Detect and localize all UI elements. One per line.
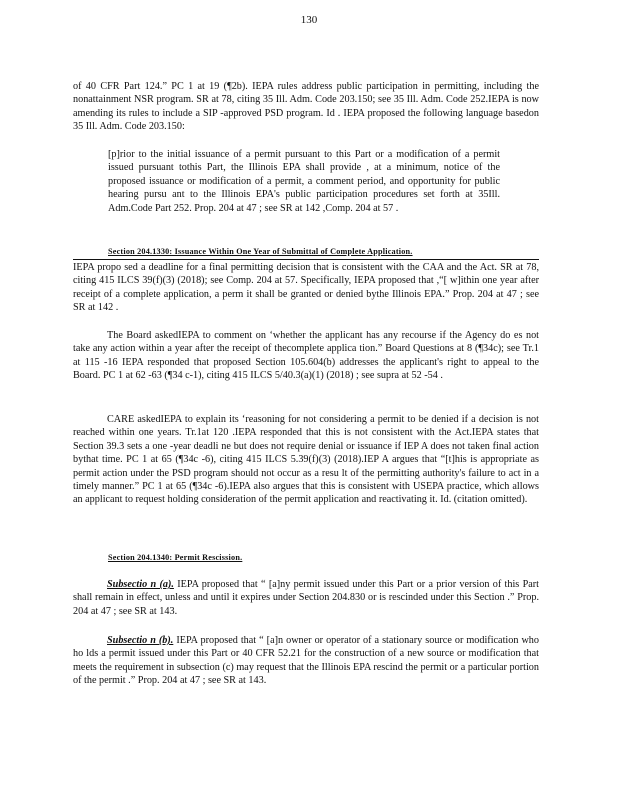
block-quote-public-notice: [p]rior to the initial issuance of a permit pursuant to this Part or a modification of a permit issued pursuant tothis Part, the Illinois EPA shall provide , at a minimum, notice of the proposed issuance or modification of a permit, a comment period, and opportunity for public hearing pursu ant to the Illinois EPA's public participation procedures set forth at 35Ill. Adm.Code Part 252. Prop. 204 at 47 ; see SR at 142 ,Comp. 204 at 57 . <box>108 149 500 214</box>
section-heading-rule <box>73 259 539 260</box>
paragraph-care-question: CARE askedIEPA to explain its ‘reasoning for not considering a permit to be denied if a decision is not reached within one years. Tr.1at 120 .IEPA responded that this is not consistent with the Act.IEPA states that Section 39.3 sets a one -year deadli ne but does not require denial or issuance if IEP A does not taken final action bythat time. PC 1 at 65 (¶34c -6), citing 415 ILCS 5.39(f)(3) (2018).IEP A argues that “[t]his is appropriate as permit action under the PSD program should not occur as a resu lt of the permitting authority's failure to act in a timely manner.” PC 1 at 65 (¶34c -6).IEPA also argues that this is consistent with USEPA practice, which allows an applicant to request holding consideration of the permit application and reactivating it. Id. (citation omitted). <box>73 414 539 506</box>
paragraph-board-question: The Board askedIEPA to comment on ‘whether the applicant has any recourse if the Agency do es not take any action within a year after the receipt of thecomplete applica tion.” Board Questions at 8 (¶34c); see Tr.1 at 115 -16 IEPA responded that proposed Section 105.604(b) addresses the applicant's right to appeal to the Board. PC 1 at 62 -63 (¶34 c-1), citing 415 ILCS 5/40.3(a)(1) (2018) ; see supra at 52 -54 . <box>73 330 539 382</box>
paragraph-deadline: IEPA propo sed a deadline for a final permitting decision that is consistent with the CAA and the Act. SR at 78, citing 415 ILCS 39(f)(3) (2018); see Comp. 204 at 57. Specifically, IEPA proposed that ,“[ w]ithin one year after receipt of a complete application, a perm it shall be granted or denied bythe Illinois EPA.” Prop. 204 at 47 ; see SR at 142 . <box>73 262 539 314</box>
paragraph-public-participation: of 40 CFR Part 124.” PC 1 at 19 (¶2b). IEPA rules address public participation in permitting, including the nonattainment NSR program. SR at 78, citing 35 Ill. Adm. Code 203.150; see 35 Ill. Adm. Code 252.IEPA is now amending its rules to include a SIP -approved PSD program. Id . IEPA proposed the following language basedon 35 Ill. Adm. Code 203.150: <box>73 81 539 133</box>
paragraph-subsection-b <box>73 634 539 688</box>
subsection-a-label: Subsectio n (a). <box>107 579 174 590</box>
paragraph-subsection-a <box>73 578 539 618</box>
page-number: 130 <box>300 14 318 26</box>
section-heading-204-1340: Section 204.1340: Permit Rescission. <box>108 553 243 562</box>
subsection-b-text: IEPA proposed that “ [a]n owner or operator of a stationary source or modification who ho lds a permit issued under this Part or 40 CFR 52.21 for the construction of a new source or modification that meets the requirement in subsection (c) may request that the Illinois EPA rescind the permit or a particular portion of the permit .” Prop. 204 at 47 ; see SR at 143. <box>73 635 539 687</box>
subsection-a-text: IEPA proposed that “ [a]ny permit issued under this Part or a prior version of this Part shall remain in effect, unless and until it expires under Section 204.830 or is rescinded under this Section .” Prop. 204 at 47 ; see SR at 143. <box>73 579 540 617</box>
section-heading-204-1330: Section 204.1330: Issuance Within One Year of Submittal of Complete Application. <box>108 247 413 256</box>
subsection-b-label: Subsectio n (b). <box>107 635 174 646</box>
